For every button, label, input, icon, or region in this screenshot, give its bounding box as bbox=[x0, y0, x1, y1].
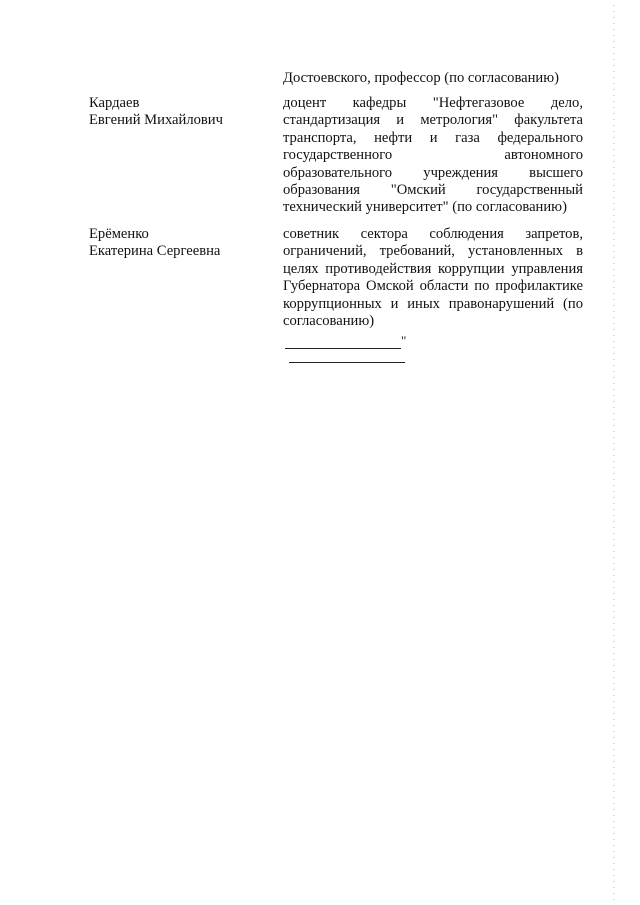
closing-quote-mark: " bbox=[401, 333, 407, 348]
scan-edge-artifact bbox=[613, 0, 615, 905]
member-position: советник сектора соблюдения запретов, ограничений, требований, установленных в целях противодействия коррупции управления Губернатора Омской области по профилактике коррупционных и иных правонарушений (по согласованию) bbox=[283, 226, 583, 330]
member-name bbox=[89, 226, 274, 261]
member-position: доцент кафедры "Нефтегазовое дело, стандартизация и метрология" факультета транспорта, нефти и газа федерального государственного автономного образовательного учреждения высшего образования "Омский государственный технический университет" (по согласованию) bbox=[283, 95, 583, 216]
closing-separator-line bbox=[285, 348, 401, 349]
member-given-names: Евгений Михайлович bbox=[89, 112, 223, 129]
member-name bbox=[89, 95, 274, 130]
closing-separator-line bbox=[289, 362, 405, 363]
previous-entry-continuation: Достоевского, профессор (по согласованию) bbox=[283, 70, 559, 86]
member-surname: Кардаев bbox=[89, 95, 140, 111]
member-given-names: Екатерина Сергеевна bbox=[89, 243, 221, 260]
member-surname: Ерёменко bbox=[89, 226, 149, 242]
